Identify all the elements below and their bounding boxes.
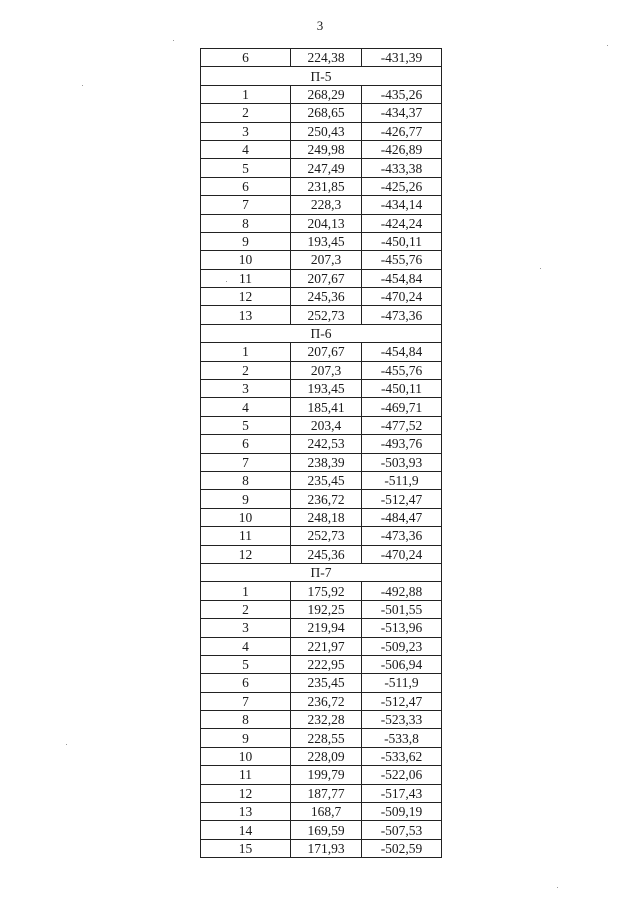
- y-coordinate-cell: -512,47: [362, 490, 442, 508]
- table-row: [201, 637, 442, 655]
- x-coordinate-cell: 236,72: [291, 490, 362, 508]
- x-coordinate-cell: 192,25: [291, 600, 362, 618]
- point-number-cell: 3: [201, 619, 291, 637]
- x-coordinate-cell: 232,28: [291, 711, 362, 729]
- point-number-cell: 8: [201, 214, 291, 232]
- table-row: [201, 159, 442, 177]
- table-row: [201, 122, 442, 140]
- table-row: [201, 490, 442, 508]
- x-coordinate-cell: 245,36: [291, 288, 362, 306]
- table-row: [201, 747, 442, 765]
- page-number: 3: [316, 18, 324, 33]
- point-number-cell: 9: [201, 729, 291, 747]
- scan-speck: [557, 887, 558, 888]
- x-coordinate-cell: 235,45: [291, 471, 362, 489]
- scan-speck: [66, 744, 67, 745]
- point-number-cell: 5: [201, 159, 291, 177]
- y-coordinate-cell: -503,93: [362, 453, 442, 471]
- point-number-cell: 9: [201, 490, 291, 508]
- y-coordinate-cell: -435,26: [362, 85, 442, 103]
- x-coordinate-cell: 236,72: [291, 692, 362, 710]
- y-coordinate-cell: -450,11: [362, 380, 442, 398]
- point-number-cell: 13: [201, 306, 291, 324]
- coordinate-table: [200, 48, 442, 858]
- y-coordinate-cell: -512,47: [362, 692, 442, 710]
- point-number-cell: 10: [201, 251, 291, 269]
- y-coordinate-cell: -507,53: [362, 821, 442, 839]
- y-coordinate-cell: -501,55: [362, 600, 442, 618]
- table-row: [201, 343, 442, 361]
- table-row: [201, 380, 442, 398]
- x-coordinate-cell: 193,45: [291, 232, 362, 250]
- x-coordinate-cell: 228,09: [291, 747, 362, 765]
- x-coordinate-cell: 242,53: [291, 435, 362, 453]
- table-row: [201, 839, 442, 857]
- point-number-cell: 1: [201, 582, 291, 600]
- point-number-cell: 7: [201, 196, 291, 214]
- table-row: [201, 232, 442, 250]
- table-row: [201, 177, 442, 195]
- y-coordinate-cell: -454,84: [362, 343, 442, 361]
- point-number-cell: 11: [201, 269, 291, 287]
- table-row: [201, 729, 442, 747]
- scan-speck: [173, 40, 174, 41]
- table-row: [201, 655, 442, 673]
- table-row: [201, 288, 442, 306]
- point-number-cell: 4: [201, 140, 291, 158]
- table-row: [201, 527, 442, 545]
- x-coordinate-cell: 252,73: [291, 527, 362, 545]
- table-row: [201, 784, 442, 802]
- table-row: [201, 361, 442, 379]
- table-row: [201, 251, 442, 269]
- point-number-cell: 5: [201, 655, 291, 673]
- point-number-cell: 12: [201, 288, 291, 306]
- table-row: [201, 398, 442, 416]
- section-header-row: [201, 67, 442, 85]
- x-coordinate-cell: 207,67: [291, 343, 362, 361]
- x-coordinate-cell: 221,97: [291, 637, 362, 655]
- y-coordinate-cell: -509,19: [362, 803, 442, 821]
- point-number-cell: 11: [201, 766, 291, 784]
- table-row: [201, 508, 442, 526]
- y-coordinate-cell: -450,11: [362, 232, 442, 250]
- point-number-cell: 5: [201, 416, 291, 434]
- point-number-cell: 4: [201, 637, 291, 655]
- scan-speck: [82, 85, 83, 86]
- point-number-cell: 8: [201, 471, 291, 489]
- point-number-cell: 10: [201, 747, 291, 765]
- point-number-cell: 2: [201, 600, 291, 618]
- y-coordinate-cell: -431,39: [362, 49, 442, 67]
- y-coordinate-cell: -470,24: [362, 545, 442, 563]
- scan-speck: [540, 268, 541, 269]
- table-row: [201, 600, 442, 618]
- section-header-row: [201, 324, 442, 342]
- table-row: [201, 674, 442, 692]
- table-row: [201, 269, 442, 287]
- x-coordinate-cell: 222,95: [291, 655, 362, 673]
- y-coordinate-cell: -492,88: [362, 582, 442, 600]
- table-row: [201, 471, 442, 489]
- x-coordinate-cell: 204,13: [291, 214, 362, 232]
- scan-speck: [607, 45, 608, 46]
- x-coordinate-cell: 207,67: [291, 269, 362, 287]
- x-coordinate-cell: 228,3: [291, 196, 362, 214]
- section-label: П-5: [201, 67, 442, 85]
- y-coordinate-cell: -506,94: [362, 655, 442, 673]
- x-coordinate-cell: 207,3: [291, 251, 362, 269]
- y-coordinate-cell: -426,89: [362, 140, 442, 158]
- y-coordinate-cell: -470,24: [362, 288, 442, 306]
- y-coordinate-cell: -469,71: [362, 398, 442, 416]
- table-row: [201, 453, 442, 471]
- point-number-cell: 12: [201, 784, 291, 802]
- point-number-cell: 1: [201, 85, 291, 103]
- y-coordinate-cell: -523,33: [362, 711, 442, 729]
- point-number-cell: 3: [201, 380, 291, 398]
- x-coordinate-cell: 245,36: [291, 545, 362, 563]
- x-coordinate-cell: 207,3: [291, 361, 362, 379]
- table-row: [201, 582, 442, 600]
- table-row: [201, 766, 442, 784]
- section-header-row: [201, 563, 442, 581]
- x-coordinate-cell: 231,85: [291, 177, 362, 195]
- table-row: [201, 545, 442, 563]
- table-row: [201, 619, 442, 637]
- x-coordinate-cell: 238,39: [291, 453, 362, 471]
- table-row: [201, 104, 442, 122]
- table-row: [201, 416, 442, 434]
- y-coordinate-cell: -493,76: [362, 435, 442, 453]
- point-number-cell: 7: [201, 692, 291, 710]
- y-coordinate-cell: -434,14: [362, 196, 442, 214]
- section-label: П-7: [201, 563, 442, 581]
- point-number-cell: 2: [201, 361, 291, 379]
- coordinate-table-body: [201, 49, 442, 858]
- x-coordinate-cell: 248,18: [291, 508, 362, 526]
- point-number-cell: 2: [201, 104, 291, 122]
- y-coordinate-cell: -424,24: [362, 214, 442, 232]
- table-row: [201, 196, 442, 214]
- y-coordinate-cell: -484,47: [362, 508, 442, 526]
- x-coordinate-cell: 268,65: [291, 104, 362, 122]
- y-coordinate-cell: -511,9: [362, 674, 442, 692]
- point-number-cell: 8: [201, 711, 291, 729]
- point-number-cell: 1: [201, 343, 291, 361]
- x-coordinate-cell: 247,49: [291, 159, 362, 177]
- point-number-cell: 11: [201, 527, 291, 545]
- x-coordinate-cell: 219,94: [291, 619, 362, 637]
- y-coordinate-cell: -433,38: [362, 159, 442, 177]
- section-label: П-6: [201, 324, 442, 342]
- point-number-cell: 13: [201, 803, 291, 821]
- table-row: [201, 692, 442, 710]
- point-number-cell: 14: [201, 821, 291, 839]
- y-coordinate-cell: -517,43: [362, 784, 442, 802]
- table-row: [201, 803, 442, 821]
- y-coordinate-cell: -426,77: [362, 122, 442, 140]
- x-coordinate-cell: 199,79: [291, 766, 362, 784]
- point-number-cell: 9: [201, 232, 291, 250]
- y-coordinate-cell: -522,06: [362, 766, 442, 784]
- point-number-cell: 10: [201, 508, 291, 526]
- y-coordinate-cell: -425,26: [362, 177, 442, 195]
- point-number-cell: 6: [201, 435, 291, 453]
- x-coordinate-cell: 185,41: [291, 398, 362, 416]
- y-coordinate-cell: -473,36: [362, 527, 442, 545]
- table-row: [201, 214, 442, 232]
- x-coordinate-cell: 252,73: [291, 306, 362, 324]
- x-coordinate-cell: 250,43: [291, 122, 362, 140]
- point-number-cell: 4: [201, 398, 291, 416]
- y-coordinate-cell: -513,96: [362, 619, 442, 637]
- x-coordinate-cell: 203,4: [291, 416, 362, 434]
- table-row: [201, 140, 442, 158]
- y-coordinate-cell: -511,9: [362, 471, 442, 489]
- table-row: [201, 49, 442, 67]
- x-coordinate-cell: 193,45: [291, 380, 362, 398]
- x-coordinate-cell: 249,98: [291, 140, 362, 158]
- point-number-cell: 6: [201, 177, 291, 195]
- x-coordinate-cell: 171,93: [291, 839, 362, 857]
- y-coordinate-cell: -477,52: [362, 416, 442, 434]
- y-coordinate-cell: -434,37: [362, 104, 442, 122]
- point-number-cell: 15: [201, 839, 291, 857]
- y-coordinate-cell: -502,59: [362, 839, 442, 857]
- x-coordinate-cell: 187,77: [291, 784, 362, 802]
- x-coordinate-cell: 168,7: [291, 803, 362, 821]
- point-number-cell: 6: [201, 49, 291, 67]
- x-coordinate-cell: 175,92: [291, 582, 362, 600]
- y-coordinate-cell: -533,8: [362, 729, 442, 747]
- point-number-cell: 7: [201, 453, 291, 471]
- y-coordinate-cell: -473,36: [362, 306, 442, 324]
- scan-speck: [226, 281, 227, 282]
- x-coordinate-cell: 169,59: [291, 821, 362, 839]
- table-row: [201, 435, 442, 453]
- x-coordinate-cell: 228,55: [291, 729, 362, 747]
- table-row: [201, 306, 442, 324]
- y-coordinate-cell: -455,76: [362, 251, 442, 269]
- y-coordinate-cell: -533,62: [362, 747, 442, 765]
- x-coordinate-cell: 224,38: [291, 49, 362, 67]
- x-coordinate-cell: 268,29: [291, 85, 362, 103]
- x-coordinate-cell: 235,45: [291, 674, 362, 692]
- table-row: [201, 821, 442, 839]
- y-coordinate-cell: -455,76: [362, 361, 442, 379]
- point-number-cell: 3: [201, 122, 291, 140]
- y-coordinate-cell: -454,84: [362, 269, 442, 287]
- point-number-cell: 6: [201, 674, 291, 692]
- y-coordinate-cell: -509,23: [362, 637, 442, 655]
- table-row: [201, 85, 442, 103]
- point-number-cell: 12: [201, 545, 291, 563]
- table-row: [201, 711, 442, 729]
